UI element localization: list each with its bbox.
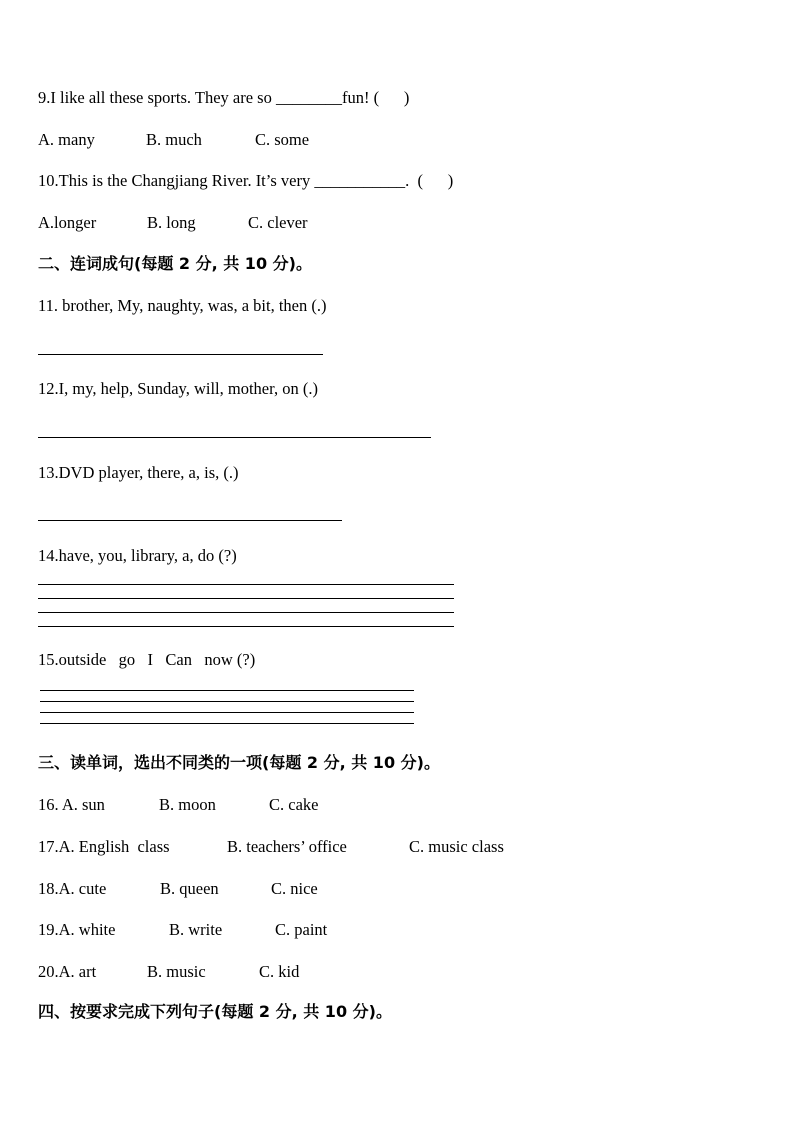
question-18-option-a: 18.A. cute [38,879,107,898]
question-16-option-a: 16. A. sun [38,795,105,814]
question-19-option-a: 19.A. white [38,920,116,939]
question-20-option-b: B. music [147,962,206,981]
question-20-option-c: C. kid [259,962,300,981]
section-2-heading: 二、连词成句(每题 2 分, 共 10 分)。 [38,254,312,273]
question-9-option-b: B. much [146,130,202,149]
section-3-heading: 三、读单词，选出不同类的一项(每题 2 分, 共 10 分)。 [38,753,440,772]
answer-line-14a[interactable] [38,584,454,585]
question-13: 13.DVD player, there, a, is, (.) [38,463,239,482]
question-17-option-a: 17.A. English class [38,837,170,856]
question-9-option-c: C. some [255,130,310,149]
answer-line-14c[interactable] [38,612,454,613]
question-10-option-b: B. long [147,213,196,232]
question-18-option-c: C. nice [271,879,318,898]
question-16-option-b: B. moon [159,795,216,814]
question-20-option-a: 20.A. art [38,962,97,981]
answer-line-15b[interactable] [40,701,414,702]
answer-line-11[interactable] [38,354,323,355]
answer-line-14d[interactable] [38,626,454,627]
question-10-stem: 10.This is the Changjiang River. It’s very ___________. ( ) [38,171,454,190]
answer-line-12[interactable] [38,437,431,438]
section-4-heading: 四、按要求完成下列句子(每题 2 分, 共 10 分)。 [38,1002,392,1021]
question-17-option-b: B. teachers’ office [227,837,347,856]
question-19-option-b: B. write [169,920,223,939]
question-10-option-c: C. clever [248,213,308,232]
answer-line-15c[interactable] [40,712,414,713]
question-19-option-c: C. paint [275,920,328,939]
question-15: 15.outside go I Can now (?) [38,650,256,669]
answer-line-14b[interactable] [38,598,454,599]
question-14: 14.have, you, library, a, do (?) [38,546,237,565]
answer-line-15d[interactable] [40,723,414,724]
question-12: 12.I, my, help, Sunday, will, mother, on (.) [38,379,318,398]
question-17-option-c: C. music class [409,837,504,856]
question-18-option-b: B. queen [160,879,219,898]
question-11: 11. brother, My, naughty, was, a bit, then (.) [38,296,327,315]
question-9-stem: 9.I like all these sports. They are so ________fun! ( ) [38,88,410,107]
question-10-option-a: A.longer [38,213,97,232]
question-16-option-c: C. cake [269,795,319,814]
answer-line-15a[interactable] [40,690,414,691]
question-9-option-a: A. many [38,130,95,149]
answer-line-13[interactable] [38,520,342,521]
